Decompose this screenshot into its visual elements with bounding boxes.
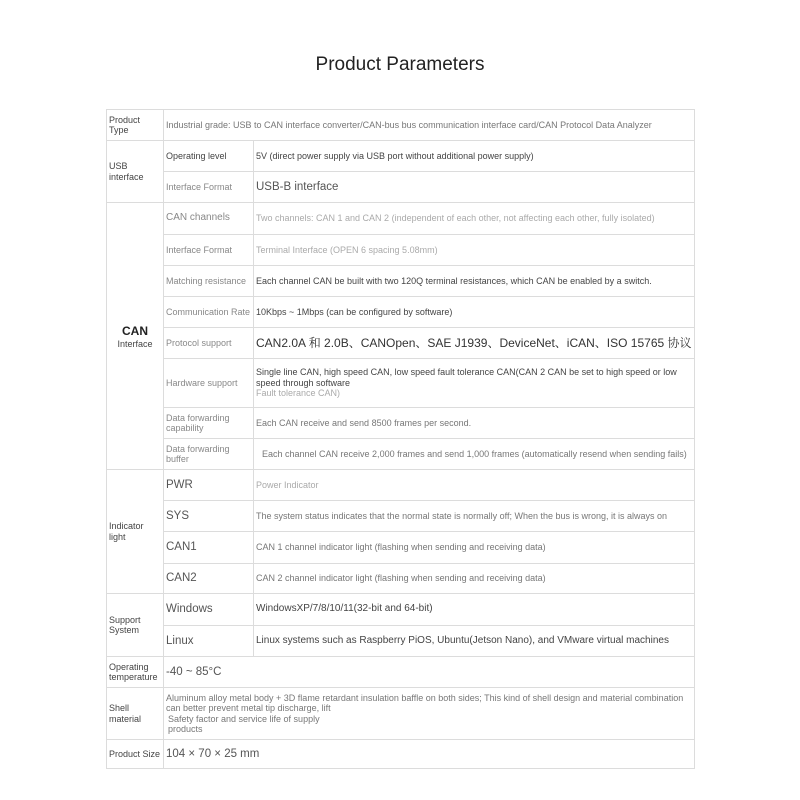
table-row (107, 328, 695, 359)
table-row (107, 141, 695, 172)
table-row (107, 740, 695, 769)
row-label: Data forwarding capability (164, 408, 254, 439)
row-label: Linux (164, 626, 254, 657)
table-row (107, 203, 695, 235)
value-line: Aluminum alloy metal body + 3D flame retardant insulation baffle on both sides; This kind of shell design and material combination can better prevent metal tip discharge, lift (166, 692, 684, 713)
row-label: Product Type (107, 110, 164, 141)
row-value: 104 × 70 × 25 mm (164, 740, 695, 769)
table-row (107, 626, 695, 657)
row-label: Interface Format (164, 235, 254, 266)
group-label: Support System (107, 594, 164, 657)
row-value (254, 359, 695, 408)
table-row (107, 501, 695, 532)
group-label: USB interface (107, 141, 164, 203)
row-value: 10Kbps ~ 1Mbps (can be configured by software) (254, 297, 695, 328)
row-label: Protocol support (164, 328, 254, 359)
group-subtitle: Interface (117, 338, 153, 349)
table-row (107, 408, 695, 439)
row-label: Data forwarding buffer (164, 439, 254, 470)
table-row (107, 688, 695, 740)
row-label: Windows (164, 594, 254, 626)
row-value: Each CAN receive and send 8500 frames per second. (254, 408, 695, 439)
row-value: 5V (direct power supply via USB port without additional power supply) (254, 141, 695, 172)
row-value: Terminal Interface (OPEN 6 spacing 5.08mm) (254, 235, 695, 266)
row-value: Linux systems such as Raspberry PiOS, Ubuntu(Jetson Nano), and VMware virtual machines (254, 626, 695, 657)
row-value: CAN 1 channel indicator light (flashing when sending and receiving data) (254, 532, 695, 564)
table-row (107, 110, 695, 141)
row-value: Power Indicator (254, 470, 695, 501)
row-value: CAN 2 channel indicator light (flashing when sending and receiving data) (254, 564, 695, 594)
page-title: Product Parameters (315, 54, 485, 75)
table-row (107, 470, 695, 501)
row-label: SYS (164, 501, 254, 532)
group-label: Indicator light (107, 470, 164, 594)
row-label: Interface Format (164, 172, 254, 203)
row-value: Industrial grade: USB to CAN interface converter/CAN-bus bus communication interface card/CAN Protocol Data Analyzer (164, 110, 695, 141)
row-label: CAN2 (164, 564, 254, 594)
group-label (107, 203, 164, 470)
row-label: CAN channels (164, 203, 254, 235)
row-label: Operating temperature (107, 657, 164, 688)
value-line: Safety factor and service life of supply products (168, 713, 320, 734)
row-label: Matching resistance (164, 266, 254, 297)
row-value: Each channel CAN be built with two 120Q terminal resistances, which CAN be enabled by a switch. (254, 266, 695, 297)
row-label: Product Size (107, 740, 164, 769)
table-row (107, 172, 695, 203)
row-label: Hardware support (164, 359, 254, 408)
row-value: WindowsXP/7/8/10/11(32-bit and 64-bit) (254, 594, 695, 626)
row-value: -40 ~ 85°C (164, 657, 695, 688)
value-line: Fault tolerance CAN) (256, 388, 341, 399)
table-row (107, 439, 695, 470)
table-row (107, 266, 695, 297)
table-row (107, 359, 695, 408)
table-row (107, 235, 695, 266)
row-value: The system status indicates that the normal state is normally off; When the bus is wrong, it is always on (254, 501, 695, 532)
row-value: Two channels: CAN 1 and CAN 2 (independent of each other, not affecting each other, fully isolated) (254, 203, 695, 235)
row-value: Each channel CAN receive 2,000 frames and send 1,000 frames (automatically resend when sending fails) (254, 439, 695, 470)
value-line: Single line CAN, high speed CAN, low speed fault tolerance CAN(CAN 2 CAN be set to high speed or low speed through software (256, 367, 677, 388)
row-label: CAN1 (164, 532, 254, 564)
row-value: CAN2.0A 和 2.0B、CANOpen、SAE J1939、DeviceNet、iCAN、ISO 15765 协议 (254, 328, 695, 359)
row-value: USB-B interface (254, 172, 695, 203)
row-label: PWR (164, 470, 254, 501)
table-row (107, 564, 695, 594)
table-row (107, 532, 695, 564)
group-title: CAN (122, 323, 148, 338)
table-row (107, 594, 695, 626)
row-value (164, 688, 695, 740)
table-row (107, 657, 695, 688)
row-label: Communication Rate (164, 297, 254, 328)
row-label: Shell material (107, 688, 164, 740)
parameters-table (106, 109, 695, 769)
row-label: Operating level (164, 141, 254, 172)
table-row (107, 297, 695, 328)
